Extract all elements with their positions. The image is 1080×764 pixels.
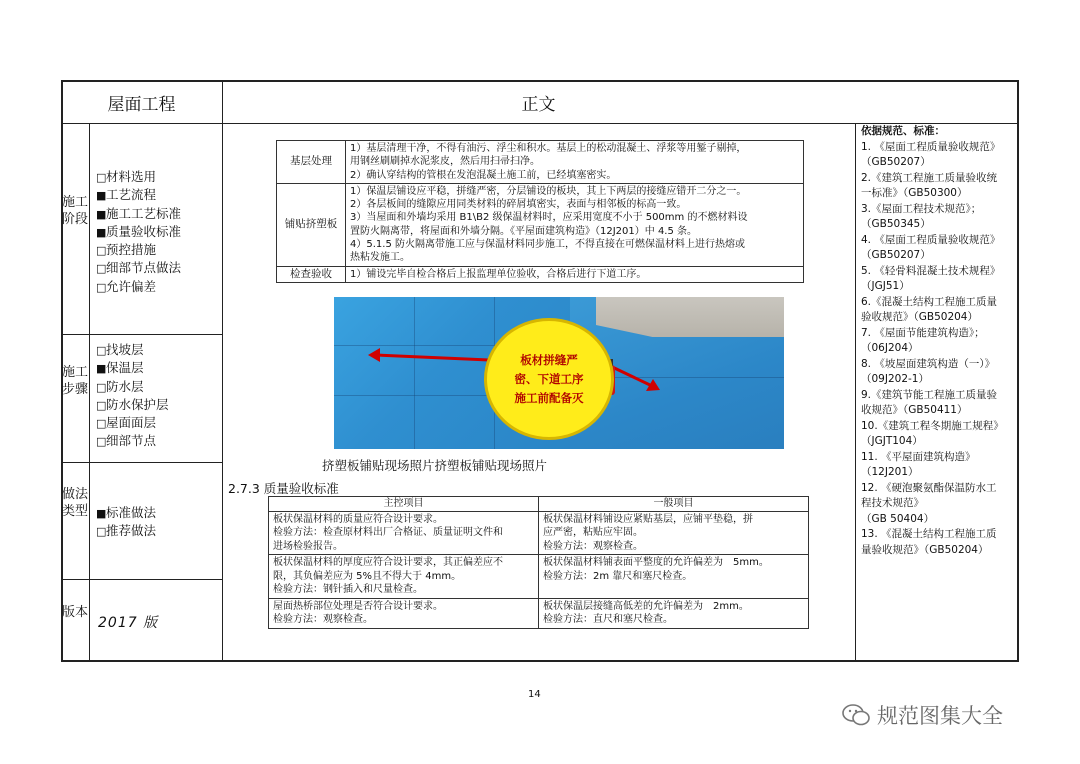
reference-line: （06J204） xyxy=(861,342,919,354)
stage-label-construction-steps: 施工步骤 xyxy=(62,365,89,397)
table-cell: 板状保温材料铺设应紧贴基层，应铺平垫稳，拼 应严密，粘贴应牢固。 检验方法：观察检查。 xyxy=(539,511,809,555)
stage-label-divider xyxy=(89,123,90,662)
reference-line: 7. 《屋面节能建筑构造》； xyxy=(861,326,985,339)
construction-phase-options xyxy=(96,168,181,296)
reference-line: 8. 《坡屋面建筑构造（一）》 xyxy=(861,357,996,370)
reference-line: 1. 《屋面工程质量验收规范》 xyxy=(861,140,1001,153)
reference-line: （JGJT104） xyxy=(861,435,923,447)
quality-section-title: 2.7.3 质量验收标准 xyxy=(228,481,339,496)
table-cell: 屋面热桥部位处理是否符合设计要求。 检验方法：观察检查。 xyxy=(269,598,539,628)
version-value: 2017 版 xyxy=(98,615,159,631)
watermark xyxy=(841,700,1003,730)
reference-line: 量验收规范》（GB50204） xyxy=(861,543,989,556)
process-text: 1）基层清理干净，不得有油污、浮尘和积水。基层上的松动混凝土、浮浆等用錾子剔掉， 用钢丝刷刷掉水泥浆皮，然后用扫帚扫净。 2）确认穿结构的管根在发泡混凝土施工前，已经填塞密实。 xyxy=(346,141,804,184)
page-number: 14 xyxy=(528,689,541,700)
section-title: 屋面工程 xyxy=(107,95,176,115)
reference-line: 12. 《硬泡聚氨酯保温防水工 xyxy=(861,481,997,494)
option-item[interactable]: □允许偏差 xyxy=(96,278,157,294)
column-header: 主控项目 xyxy=(269,497,539,512)
wechat-icon xyxy=(841,702,871,728)
table-row xyxy=(277,141,804,184)
quality-table xyxy=(268,496,809,629)
process-table xyxy=(276,140,804,283)
reference-line: 13. 《混凝土结构工程施工质 xyxy=(861,528,997,540)
option-item[interactable]: ■质量验收标准 xyxy=(96,223,182,239)
reference-line: 11. 《平屋面建筑构造》 xyxy=(861,450,976,463)
reference-line: 10.《建筑工程冬期施工规程》 xyxy=(861,419,1004,432)
option-item[interactable]: □细部节点做法 xyxy=(96,260,182,276)
option-item[interactable]: □细部节点 xyxy=(96,433,157,449)
stage-label-construction-phase: 施工阶段 xyxy=(62,195,89,227)
method-type-options xyxy=(96,504,156,541)
reference-line: 3.《屋面工程技术规范》； xyxy=(861,202,982,215)
table-row xyxy=(277,266,804,282)
option-item[interactable]: □屋面面层 xyxy=(96,415,157,431)
left-column-divider xyxy=(222,80,223,662)
table-cell: 板状保温材料的质量应符合设计要求。 检验方法：检查原材料出厂合格证、质量证明文件和 进场检验报告。 xyxy=(269,511,539,555)
table-row xyxy=(269,511,809,555)
process-label: 检查验收 xyxy=(277,266,346,282)
option-item[interactable]: □材料选用 xyxy=(96,169,157,184)
option-item[interactable]: ■施工工艺标准 xyxy=(96,205,182,221)
watermark-text: 规范图集大全 xyxy=(877,704,1003,728)
option-item[interactable]: ■工艺流程 xyxy=(96,187,157,203)
construction-steps-options xyxy=(96,341,169,451)
table-cell: 板状保温层接缝高低差的允许偏差为 2mm。 检验方法：直尺和塞尺检查。 xyxy=(539,598,809,628)
reference-line: 收规范》（GB50411） xyxy=(861,404,968,416)
photo-parapet-wall xyxy=(596,297,784,337)
reference-line: （GB50207） xyxy=(861,249,931,261)
reference-line: 4. 《屋面工程质量验收规范》 xyxy=(861,233,1001,246)
reference-line: 2.《建筑工程施工质量验收统 xyxy=(861,171,998,184)
reference-line: 一标准》（GB50300） xyxy=(861,187,968,199)
column-header: 一般项目 xyxy=(539,497,809,512)
option-item[interactable]: □找坡层 xyxy=(96,342,144,357)
process-text: 1）铺设完毕自检合格后上报监理单位验收，合格后进行下道工序。 xyxy=(346,266,804,282)
reference-line: （GB50345） xyxy=(861,218,931,230)
process-label: 铺贴挤塑板 xyxy=(277,183,346,266)
reference-line: （GB 50404） xyxy=(861,512,935,525)
table-row xyxy=(269,555,809,599)
references-list xyxy=(861,124,1011,558)
reference-line: 9.《建筑节能工程施工质量验 xyxy=(861,388,998,401)
references-title: 依据规范、标准： xyxy=(861,125,945,137)
stage-divider-1 xyxy=(61,334,222,335)
photo-caption: 挤塑板铺贴现场照片挤塑板铺贴现场照片 xyxy=(322,458,548,473)
process-text: 1）保温层铺设应平稳，拼缝严密，分层铺设的板块，其上下两层的接缝应错开二分之一。 2）各层板间的缝隙应用同类材料的碎屑填密实，表面与相邻板的标高一致。 3）当屋面和外墙均采用 B1\B2 级保温材料时，应采用宽度不小于 500mm 的不燃材料设 置防火隔离带，将屋面和外墙分隔。《平屋面建筑构造》（12J201）中 4.5 条。 4）5.1.5 防火隔离带施工应与保温材料同步施工，不得直接在可燃保温材料上进行热熔或 热粘发施工。 xyxy=(346,183,804,266)
table-header-row xyxy=(269,497,809,512)
stage-divider-2 xyxy=(61,462,222,463)
references-divider xyxy=(855,123,856,662)
table-cell: 板状保温材料铺表面平整度的允许偏差为 5mm。 检验方法：2m 靠尺和塞尺检查。 xyxy=(539,555,809,599)
table-row xyxy=(269,598,809,628)
reference-line: 程技术规范》 xyxy=(861,497,924,509)
option-item[interactable]: □防水保护层 xyxy=(96,396,169,412)
stage-label-version: 版本 xyxy=(62,605,89,620)
reference-line: 5. 《轻骨料混凝土技术规程》 xyxy=(861,264,1001,277)
table-row xyxy=(277,183,804,266)
stage-label-method-type: 做法类型 xyxy=(62,487,89,519)
reference-line: （09J202-1） xyxy=(861,373,929,385)
main-title: 正文 xyxy=(521,95,556,115)
reference-line: （12J201） xyxy=(861,466,919,478)
table-cell: 板状保温材料的厚度应符合设计要求，其正偏差应不 限，其负偏差应为 5%且不得大于 4mm。 检验方法：钢针插入和尺量检查。 xyxy=(269,555,539,599)
reference-line: 验收规范》（GB50204） xyxy=(861,311,978,323)
callout-bubble: 板材拼缝严 密、下道工序 施工前配备灭 xyxy=(484,318,614,440)
reference-line: （JGJ51） xyxy=(861,280,910,292)
reference-line: 6.《混凝土结构工程施工质量 xyxy=(861,295,998,308)
option-item[interactable]: □预控措施 xyxy=(96,242,157,258)
option-item[interactable]: □防水层 xyxy=(96,378,144,394)
reference-line: （GB50207） xyxy=(861,156,931,168)
option-item[interactable]: ■保温层 xyxy=(96,360,144,376)
option-item[interactable]: □推荐做法 xyxy=(96,523,157,539)
stage-divider-3 xyxy=(61,579,222,580)
process-label: 基层处理 xyxy=(277,141,346,184)
option-item[interactable]: ■标准做法 xyxy=(96,505,157,520)
